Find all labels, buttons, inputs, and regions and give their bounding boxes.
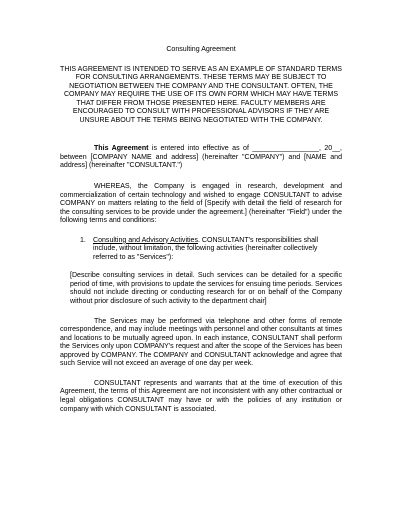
warranty-paragraph: CONSULTANT represents and warrants that at the time of execution of this Agreement, the terms of this Agreement are not inconsistent with any other contractual or legal obligations CONSULTANT may have or with the policies of any institution or company with which CONSULTANT is associated. — [60, 379, 342, 413]
intro-text: is entered into effective as of _________________, 20__, between [COMPANY NAME and address] (hereinafter "COMPANY") and [NAME and address] (hereinafter "CONSULTANT.") — [60, 145, 342, 170]
list-item-number: 1. — [80, 236, 86, 244]
intro-bold-text: This Agreement — [94, 145, 149, 153]
document-title: Consulting Agreement — [166, 46, 236, 53]
services-paragraph: The Services may be performed via telephone and other forms of remote correspondence, and may include meetings with personnel and other consultants at times and locations to be mutually agreed upon. In each instance, CONSULTANT shall perform the Services only upon COMPANY's request and after the scope of the Services has been approved by COMPANY. The COMPANY and CONSULTANT acknowledge and agree that such Service will not exceed an average of one day per week. — [60, 317, 342, 368]
intro-paragraph — [60, 145, 342, 171]
list-item-heading: Consulting and Advisory Activities — [93, 236, 198, 244]
disclaimer-notice: THIS AGREEMENT IS INTENDED TO SERVE AS AN EXAMPLE OF STANDARD TERMS FOR CONSULTING ARRANGEMENTS. THESE TERMS MAY BE SUBJECT TO NEGOTIATION BETWEEN THE COMPANY AND THE CONSULTANT. OFTEN, THE COMPANY MAY REQUIRE THE USE OF ITS OWN FORM WHICH MAY HAVE TERMS THAT DIFFER FROM THOSE PRESENTED HERE. FACULTY MEMBERS ARE ENCOURAGED TO CONSULT WITH PROFESSIONAL ADVISORS IF THEY ARE UNSURE ABOUT THE TERMS BEING NEGOTIATED WITH THE COMPANY. — [60, 65, 342, 124]
list-item-text: . CONSULTANT's responsibilities shall include, without limitation, the following activities (hereinafter collectively referred to as "Services"): — [93, 236, 319, 261]
services-description-placeholder: [Describe consulting services in detail. Such services can be detailed for a specific period of time, with provisions to update the services for ensuing time periods. Services should not include directing or conducting research for or on behalf of the Company without prior disclosure of such activity to the department chair] — [70, 272, 342, 306]
list-item — [60, 237, 342, 263]
whereas-paragraph: WHEREAS, the Company is engaged in research, development and commercialization of certain technology and wished to engage CONSULTANT to advise COMPANY on matters relating to the field of [Specify with detail the field of research for the consulting services to be provide under the agreement.] (hereinafter "Field") under the following terms and conditions: — [60, 183, 342, 225]
list-item-body — [93, 237, 342, 263]
